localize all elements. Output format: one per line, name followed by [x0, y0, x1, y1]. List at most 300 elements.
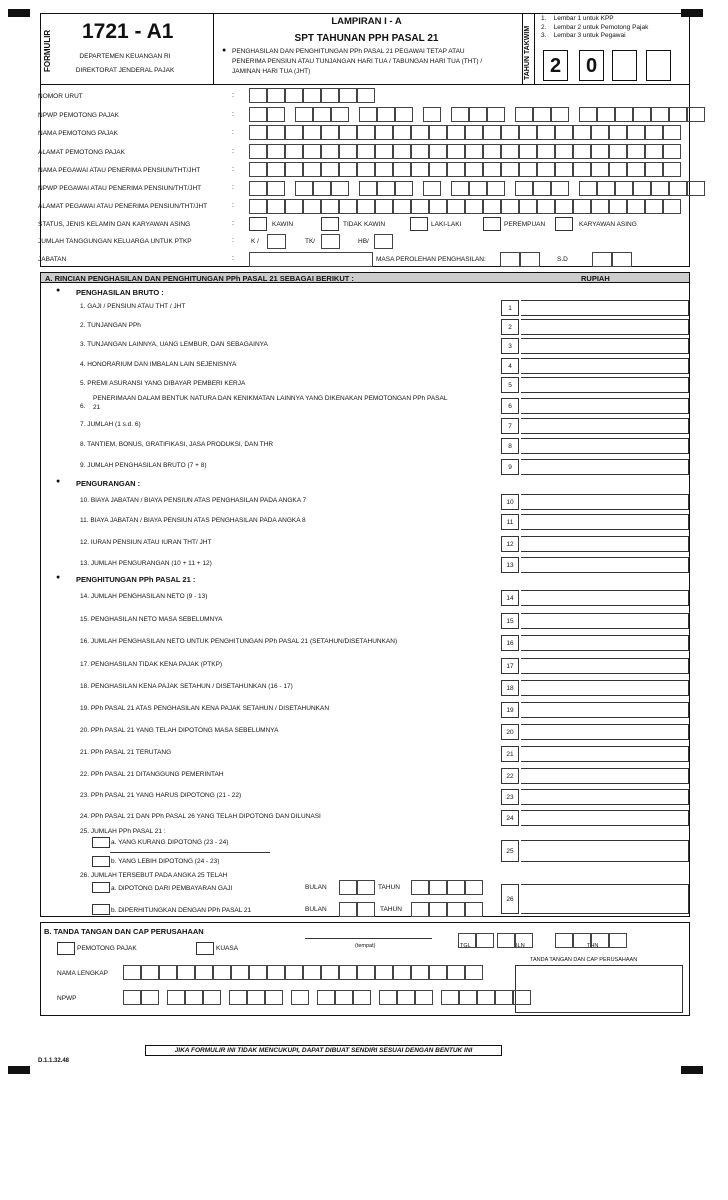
npwp-pemotong-cell-2[interactable]	[267, 107, 285, 122]
nomor-urut-cell-1[interactable]	[249, 88, 267, 103]
npwp-pemotong-cell-5[interactable]	[331, 107, 349, 122]
hb-input[interactable]	[374, 234, 393, 249]
nama-lengkap-cell-5[interactable]	[195, 965, 213, 980]
nama-pemotong-cell-16[interactable]	[519, 125, 537, 140]
npwp-pegawai-cell-12[interactable]	[487, 181, 505, 196]
nama-pegawai-cell-9[interactable]	[393, 162, 411, 177]
npwp-b-cell-9[interactable]	[291, 990, 309, 1005]
item-amount-14[interactable]	[521, 590, 689, 606]
npwp-b-cell-8[interactable]	[265, 990, 283, 1005]
bulan-a-2[interactable]	[357, 880, 375, 895]
perempuan-label: PEREMPUAN	[504, 221, 546, 228]
year-digit-3[interactable]	[612, 50, 637, 81]
thn-cell-2[interactable]	[573, 933, 591, 948]
item-amount-3[interactable]	[521, 338, 689, 354]
item-amount-19[interactable]	[521, 702, 689, 718]
npwp-b-cell-6[interactable]	[229, 990, 247, 1005]
kuasa-checkbox[interactable]	[196, 942, 214, 955]
nama-lengkap-cell-18[interactable]	[429, 965, 447, 980]
item-amount-17[interactable]	[521, 658, 689, 674]
alamat-pegawai-cell-2[interactable]	[267, 199, 285, 214]
nama-pegawai-cell-17[interactable]	[537, 162, 555, 177]
item-amount-9[interactable]	[521, 459, 689, 475]
npwp-pemotong-cell-4[interactable]	[313, 107, 331, 122]
item-label-15: 15. PENGHASILAN NETO MASA SEBELUMNYA	[80, 616, 223, 623]
item-amount-5[interactable]	[521, 377, 689, 393]
npwp-pemotong-cell-8[interactable]	[395, 107, 413, 122]
alamat-pemotong-cell-9[interactable]	[393, 144, 411, 159]
alamat-pemotong-cell-24[interactable]	[663, 144, 681, 159]
item-number-9: 9	[501, 459, 519, 475]
alamat-pemotong-cell-11[interactable]	[429, 144, 447, 159]
nama-pemotong-cell-13[interactable]	[465, 125, 483, 140]
nomor-urut-label: NOMOR URUT	[38, 93, 83, 100]
nama-lengkap-cell-3[interactable]	[159, 965, 177, 980]
tahun-a-1[interactable]	[411, 880, 429, 895]
alamat-pemotong-cell-3[interactable]	[285, 144, 303, 159]
nama-pemotong-cell-1[interactable]	[249, 125, 267, 140]
nama-pegawai-cell-24[interactable]	[663, 162, 681, 177]
item-amount-20[interactable]	[521, 724, 689, 740]
npwp-pemotong-cell-13[interactable]	[515, 107, 533, 122]
npwp-pegawai-cell-14[interactable]	[533, 181, 551, 196]
bulan-b-2[interactable]	[357, 902, 375, 917]
item-amount-13[interactable]	[521, 557, 689, 573]
npwp-b-cell-13[interactable]	[379, 990, 397, 1005]
npwp-b-cell-11[interactable]	[335, 990, 353, 1005]
alamat-pemotong-cell-14[interactable]	[483, 144, 501, 159]
nomor-urut-cell-7[interactable]	[357, 88, 375, 103]
nomor-urut-cell-3[interactable]	[285, 88, 303, 103]
npwp-pegawai-cell-5[interactable]	[331, 181, 349, 196]
formulir-label: FORMULIR	[43, 29, 52, 72]
alamat-pemotong-cell-8[interactable]	[375, 144, 393, 159]
npwp-pemotong-cell-18[interactable]	[615, 107, 633, 122]
item-amount-7[interactable]	[521, 418, 689, 434]
npwp-pegawai-cell-7[interactable]	[377, 181, 395, 196]
tahun-b-2[interactable]	[429, 902, 447, 917]
corner-mark	[681, 1066, 703, 1074]
item25b-checkbox[interactable]	[92, 856, 110, 867]
section-a-title: A. RINCIAN PENGHASILAN DAN PENGHITUNGAN PPh PASAL 21 SEBAGAI BERIKUT :	[45, 274, 354, 283]
nama-lengkap-cell-12[interactable]	[321, 965, 339, 980]
npwp-pegawai-cell-21[interactable]	[669, 181, 687, 196]
masa-start-1[interactable]	[500, 252, 520, 267]
signature-box[interactable]	[515, 965, 683, 1013]
npwp-b-cell-3[interactable]	[167, 990, 185, 1005]
nama-pegawai-cell-12[interactable]	[447, 162, 465, 177]
alamat-pegawai-cell-6[interactable]	[339, 199, 357, 214]
alamat-pegawai-cell-19[interactable]	[573, 199, 591, 214]
nomor-urut-cell-6[interactable]	[339, 88, 357, 103]
kuasa-label: KUASA	[216, 945, 239, 952]
item25a-checkbox[interactable]	[92, 837, 110, 848]
npwp-pegawai-cell-18[interactable]	[615, 181, 633, 196]
alamat-pemotong-cell-19[interactable]	[573, 144, 591, 159]
thn-cell-3[interactable]	[591, 933, 609, 948]
alamat-pemotong-cell-16[interactable]	[519, 144, 537, 159]
alamat-pemotong-cell-2[interactable]	[267, 144, 285, 159]
item-amount-6[interactable]	[521, 398, 689, 414]
npwp-pegawai-cell-22[interactable]	[687, 181, 705, 196]
item-number-10: 10	[501, 494, 519, 510]
item-amount-22[interactable]	[521, 768, 689, 784]
alamat-pemotong-cell-21[interactable]	[609, 144, 627, 159]
npwp-pemotong-cell-19[interactable]	[633, 107, 651, 122]
item-amount-12[interactable]	[521, 536, 689, 552]
dept-line1: DEPARTEMEN KEUANGAN RI	[79, 53, 171, 60]
npwp-pemotong-cell-20[interactable]	[651, 107, 669, 122]
alamat-pemotong-cell-22[interactable]	[627, 144, 645, 159]
pemotong-label: PEMOTONG PAJAK	[77, 945, 137, 952]
npwp-b-cell-12[interactable]	[353, 990, 371, 1005]
nama-pemotong-cell-21[interactable]	[609, 125, 627, 140]
npwp-b-cell-17[interactable]	[459, 990, 477, 1005]
item-amount-10[interactable]	[521, 494, 689, 510]
bulan-b-1[interactable]	[339, 902, 357, 917]
npwp-b-cell-15[interactable]	[415, 990, 433, 1005]
tahun-a-2[interactable]	[429, 880, 447, 895]
npwp-pegawai-cell-11[interactable]	[469, 181, 487, 196]
alamat-pemotong-cell-10[interactable]	[411, 144, 429, 159]
npwp-b-cell-7[interactable]	[247, 990, 265, 1005]
k-label: K /	[251, 238, 259, 245]
npwp-pemotong-cell-22[interactable]	[687, 107, 705, 122]
npwp-pemotong-cell-17[interactable]	[597, 107, 615, 122]
npwp-pemotong-cell-7[interactable]	[377, 107, 395, 122]
nama-pemotong-cell-11[interactable]	[429, 125, 447, 140]
npwp-pegawai-cell-4[interactable]	[313, 181, 331, 196]
tk-input[interactable]	[321, 234, 340, 249]
npwp-b-cell-20[interactable]	[513, 990, 531, 1005]
npwp-pegawai-cell-6[interactable]	[359, 181, 377, 196]
bullet-icon: ●	[56, 287, 61, 294]
npwp-pemotong-cell-9[interactable]	[423, 107, 441, 122]
item-amount-21[interactable]	[521, 746, 689, 762]
section-b-title: B. TANDA TANGAN DAN CAP PERUSAHAAN	[44, 927, 204, 936]
item-amount-4[interactable]	[521, 358, 689, 374]
nama-lengkap-cell-8[interactable]	[249, 965, 267, 980]
nama-lengkap-cell-16[interactable]	[393, 965, 411, 980]
nama-pegawai-cell-3[interactable]	[285, 162, 303, 177]
nama-pegawai-cell-7[interactable]	[357, 162, 375, 177]
npwp-b-cell-14[interactable]	[397, 990, 415, 1005]
alamat-pemotong-cell-15[interactable]	[501, 144, 519, 159]
tahun-a-4[interactable]	[465, 880, 483, 895]
jabatan-label: JABATAN	[38, 256, 67, 263]
alamat-pemotong-cell-5[interactable]	[321, 144, 339, 159]
item-label-1: 1. GAJI / PENSIUN ATAU THT / JHT	[80, 303, 186, 310]
npwp-b-cell-10[interactable]	[317, 990, 335, 1005]
npwp-pemotong-cell-10[interactable]	[451, 107, 469, 122]
alamat-pegawai-cell-4[interactable]	[303, 199, 321, 214]
item-amount-11[interactable]	[521, 514, 689, 530]
nama-pemotong-cell-18[interactable]	[555, 125, 573, 140]
npwp-pemotong-cell-6[interactable]	[359, 107, 377, 122]
alamat-pegawai-cell-1[interactable]	[249, 199, 267, 214]
nama-lengkap-cell-9[interactable]	[267, 965, 285, 980]
npwp-pemotong-cell-3[interactable]	[295, 107, 313, 122]
tahun-b-3[interactable]	[447, 902, 465, 917]
item-amount-25[interactable]	[521, 840, 689, 862]
item-label-6: PENERIMAAN DALAM BENTUK NATURA DAN KENIKMATAN LAINNYA YANG DIKENAKAN PEMOTONGAN PPh PASAL 21	[93, 395, 448, 411]
item-amount-26[interactable]	[521, 884, 689, 914]
alamat-pemotong-cell-7[interactable]	[357, 144, 375, 159]
nama-lengkap-cell-17[interactable]	[411, 965, 429, 980]
nama-pemotong-cell-20[interactable]	[591, 125, 609, 140]
bulan-label-a: BULAN	[305, 884, 327, 891]
item-number-11: 11	[501, 514, 519, 530]
nama-lengkap-cell-7[interactable]	[231, 965, 249, 980]
item-amount-23[interactable]	[521, 789, 689, 805]
npwp-pemotong-cell-1[interactable]	[249, 107, 267, 122]
alamat-pegawai-cell-10[interactable]	[411, 199, 429, 214]
nama-lengkap-cell-1[interactable]	[123, 965, 141, 980]
nama-pegawai-cell-21[interactable]	[609, 162, 627, 177]
masa-start-2[interactable]	[520, 252, 540, 267]
item-label-17: 17. PENGHASILAN TIDAK KENA PAJAK (PTKP)	[80, 661, 223, 668]
nama-pegawai-cell-18[interactable]	[555, 162, 573, 177]
nama-pegawai-cell-4[interactable]	[303, 162, 321, 177]
item-amount-1[interactable]	[521, 300, 689, 316]
npwp-b-cell-18[interactable]	[477, 990, 495, 1005]
laki-checkbox[interactable]	[410, 217, 428, 231]
alamat-pegawai-cell-11[interactable]	[429, 199, 447, 214]
npwp-pegawai-cell-19[interactable]	[633, 181, 651, 196]
nama-pemotong-cell-19[interactable]	[573, 125, 591, 140]
alamat-pegawai-cell-24[interactable]	[663, 199, 681, 214]
npwp-b-cell-5[interactable]	[203, 990, 221, 1005]
nama-pemotong-cell-2[interactable]	[267, 125, 285, 140]
alamat-pegawai-cell-3[interactable]	[285, 199, 303, 214]
bln-cell-1[interactable]	[497, 933, 515, 948]
alamat-pemotong-cell-23[interactable]	[645, 144, 663, 159]
item-number-21: 21	[501, 746, 519, 762]
pemotong-checkbox[interactable]	[57, 942, 75, 955]
npwp-pegawai-cell-3[interactable]	[295, 181, 313, 196]
tidak-kawin-checkbox[interactable]	[321, 217, 339, 231]
nama-pemotong-cell-14[interactable]	[483, 125, 501, 140]
year-digit-2: 0	[579, 50, 604, 81]
npwp-b-cell-2[interactable]	[141, 990, 159, 1005]
item-amount-15[interactable]	[521, 613, 689, 629]
thn-cell-1[interactable]	[555, 933, 573, 948]
item-amount-8[interactable]	[521, 438, 689, 454]
nama-lengkap-cell-10[interactable]	[285, 965, 303, 980]
item-number-20: 20	[501, 724, 519, 740]
nama-lengkap-cell-6[interactable]	[213, 965, 231, 980]
nama-pegawai-cell-11[interactable]	[429, 162, 447, 177]
nama-pegawai-cell-20[interactable]	[591, 162, 609, 177]
nama-pemotong-cell-17[interactable]	[537, 125, 555, 140]
nama-lengkap-cell-19[interactable]	[447, 965, 465, 980]
k-input[interactable]	[267, 234, 286, 249]
tgl-cell-1[interactable]	[458, 933, 476, 948]
npwp-pemotong-cell-11[interactable]	[469, 107, 487, 122]
alamat-pegawai-cell-22[interactable]	[627, 199, 645, 214]
nomor-urut-cell-5[interactable]	[321, 88, 339, 103]
npwp-pegawai-cell-9[interactable]	[423, 181, 441, 196]
item26b-checkbox[interactable]	[92, 904, 110, 915]
alamat-pegawai-cell-21[interactable]	[609, 199, 627, 214]
nomor-urut-cell-2[interactable]	[267, 88, 285, 103]
alamat-pegawai-cell-13[interactable]	[465, 199, 483, 214]
karyawan-asing-checkbox[interactable]	[555, 217, 573, 231]
alamat-pegawai-cell-18[interactable]	[555, 199, 573, 214]
nama-lengkap-cell-14[interactable]	[357, 965, 375, 980]
alamat-pemotong-cell-6[interactable]	[339, 144, 357, 159]
nomor-urut-cell-4[interactable]	[303, 88, 321, 103]
npwp-pegawai-cell-20[interactable]	[651, 181, 669, 196]
kawin-checkbox[interactable]	[249, 217, 267, 231]
nama-lengkap-cell-4[interactable]	[177, 965, 195, 980]
item-label-4: 4. HONORARIUM DAN IMBALAN LAIN SEJENISNYA	[80, 361, 237, 368]
nama-pegawai-cell-15[interactable]	[501, 162, 519, 177]
year-digit-4[interactable]	[646, 50, 671, 81]
hb-label: HB/	[358, 238, 369, 245]
tempat-input[interactable]	[305, 938, 432, 939]
tahun-b-4[interactable]	[465, 902, 483, 917]
nama-pemotong-cell-7[interactable]	[357, 125, 375, 140]
tahun-a-3[interactable]	[447, 880, 465, 895]
npwp-pegawai-cell-1[interactable]	[249, 181, 267, 196]
tahun-b-1[interactable]	[411, 902, 429, 917]
bulan-a-1[interactable]	[339, 880, 357, 895]
nama-pegawai-cell-10[interactable]	[411, 162, 429, 177]
item-amount-24[interactable]	[521, 810, 689, 826]
nama-pegawai-cell-22[interactable]	[627, 162, 645, 177]
nama-pegawai-cell-2[interactable]	[267, 162, 285, 177]
nama-pemotong-cell-6[interactable]	[339, 125, 357, 140]
alamat-pegawai-cell-9[interactable]	[393, 199, 411, 214]
npwp-b-cell-19[interactable]	[495, 990, 513, 1005]
item-number-24: 24	[501, 810, 519, 826]
nama-pemotong-cell-10[interactable]	[411, 125, 429, 140]
npwp-b-cell-16[interactable]	[441, 990, 459, 1005]
npwp-pegawai-cell-2[interactable]	[267, 181, 285, 196]
masa-end-2[interactable]	[612, 252, 632, 267]
nama-lengkap-cell-13[interactable]	[339, 965, 357, 980]
npwp-pemotong-cell-14[interactable]	[533, 107, 551, 122]
jabatan-input[interactable]	[249, 252, 373, 267]
alamat-pegawai-cell-15[interactable]	[501, 199, 519, 214]
masa-end-1[interactable]	[592, 252, 612, 267]
alamat-pegawai-cell-23[interactable]	[645, 199, 663, 214]
npwp-pegawai-cell-10[interactable]	[451, 181, 469, 196]
alamat-pegawai-cell-20[interactable]	[591, 199, 609, 214]
npwp-pegawai-cell-16[interactable]	[579, 181, 597, 196]
form-code: D.1.1.32.48	[38, 1058, 70, 1064]
nama-lengkap-cell-20[interactable]	[465, 965, 483, 980]
tahun-label-a: TAHUN	[378, 884, 400, 891]
nama-pegawai-cell-13[interactable]	[465, 162, 483, 177]
ttd-label: TANDA TANGAN DAN CAP PERUSAHAAN	[530, 957, 638, 963]
thn-label: THN	[587, 943, 599, 949]
alamat-pegawai-cell-12[interactable]	[447, 199, 465, 214]
item-amount-16[interactable]	[521, 635, 689, 651]
nama-pemotong-cell-9[interactable]	[393, 125, 411, 140]
npwp-pegawai-cell-8[interactable]	[395, 181, 413, 196]
alamat-pegawai-cell-7[interactable]	[357, 199, 375, 214]
nama-pegawai-cell-8[interactable]	[375, 162, 393, 177]
npwp-pegawai-cell-15[interactable]	[551, 181, 569, 196]
bln-cell-2[interactable]	[515, 933, 533, 948]
alamat-pegawai-cell-5[interactable]	[321, 199, 339, 214]
item26a-checkbox[interactable]	[92, 882, 110, 893]
alamat-pemotong-cell-4[interactable]	[303, 144, 321, 159]
item6-number: 6.	[80, 403, 86, 410]
item-number-25: 25	[501, 840, 519, 862]
item-amount-18[interactable]	[521, 680, 689, 696]
thn-cell-4[interactable]	[609, 933, 627, 948]
npwp-pegawai-label: NPWP PEGAWAI ATAU PENERIMA PENSIUN/THT/JHT	[38, 185, 202, 192]
alamat-pemotong-cell-12[interactable]	[447, 144, 465, 159]
nama-pemotong-cell-12[interactable]	[447, 125, 465, 140]
alamat-pemotong-label: ALAMAT PEMOTONG PAJAK	[38, 149, 125, 156]
alamat-pegawai-cell-14[interactable]	[483, 199, 501, 214]
alamat-pegawai-cell-17[interactable]	[537, 199, 555, 214]
npwp-b-cell-4[interactable]	[185, 990, 203, 1005]
nama-lengkap-cell-2[interactable]	[141, 965, 159, 980]
alamat-pemotong-cell-20[interactable]	[591, 144, 609, 159]
nama-pegawai-cell-23[interactable]	[645, 162, 663, 177]
tgl-label: TGL	[460, 943, 471, 949]
lembar-list: 1. Lembar 1 untuk KPP 2. Lembar 2 untuk Pemotong Pajak 3. Lembar 3 untuk Pegawai	[541, 15, 649, 39]
nama-lengkap-cell-15[interactable]	[375, 965, 393, 980]
nama-pemotong-cell-24[interactable]	[663, 125, 681, 140]
nama-pemotong-cell-5[interactable]	[321, 125, 339, 140]
nama-pegawai-cell-1[interactable]	[249, 162, 267, 177]
npwp-pegawai-cell-17[interactable]	[597, 181, 615, 196]
nama-pemotong-cell-3[interactable]	[285, 125, 303, 140]
item26b-label: b. DIPERHITUNGKAN DENGAN PPh PASAL 21	[111, 907, 252, 914]
alamat-pemotong-cell-18[interactable]	[555, 144, 573, 159]
nama-pegawai-cell-6[interactable]	[339, 162, 357, 177]
npwp-pemotong-cell-15[interactable]	[551, 107, 569, 122]
npwp-b-cell-1[interactable]	[123, 990, 141, 1005]
nama-pemotong-cell-23[interactable]	[645, 125, 663, 140]
item-amount-2[interactable]	[521, 319, 689, 335]
nama-pegawai-cell-14[interactable]	[483, 162, 501, 177]
item-label-14: 14. JUMLAH PENGHASILAN NETO (9 - 13)	[80, 593, 208, 600]
npwp-pemotong-cell-12[interactable]	[487, 107, 505, 122]
alamat-pemotong-cell-17[interactable]	[537, 144, 555, 159]
npwp-pemotong-cell-21[interactable]	[669, 107, 687, 122]
nama-pegawai-cell-5[interactable]	[321, 162, 339, 177]
alamat-pegawai-cell-8[interactable]	[375, 199, 393, 214]
nama-pegawai-cell-16[interactable]	[519, 162, 537, 177]
perempuan-checkbox[interactable]	[483, 217, 501, 231]
nama-pemotong-cell-8[interactable]	[375, 125, 393, 140]
nama-pemotong-cell-15[interactable]	[501, 125, 519, 140]
item-label-10: 10. BIAYA JABATAN / BIAYA PENSIUN ATAS PENGHASILAN PADA ANGKA 7	[80, 497, 307, 504]
alamat-pegawai-cell-16[interactable]	[519, 199, 537, 214]
tahun-label-b: TAHUN	[380, 906, 402, 913]
nama-lengkap-cell-11[interactable]	[303, 965, 321, 980]
nama-pemotong-cell-4[interactable]	[303, 125, 321, 140]
alamat-pemotong-cell-13[interactable]	[465, 144, 483, 159]
npwp-pegawai-cell-13[interactable]	[515, 181, 533, 196]
tgl-cell-2[interactable]	[476, 933, 494, 948]
npwp-pemotong-cell-16[interactable]	[579, 107, 597, 122]
item-number-5: 5	[501, 377, 519, 393]
item-label-24: 24. PPh PASAL 21 DAN PPh PASAL 26 YANG TELAH DIPOTONG DAN DILUNASI	[80, 813, 321, 820]
alamat-pemotong-cell-1[interactable]	[249, 144, 267, 159]
nama-pegawai-cell-19[interactable]	[573, 162, 591, 177]
item-label-5: 5. PREMI ASURANSI YANG DIBAYAR PEMBERI KERJA	[80, 380, 246, 387]
item-number-6: 6	[501, 398, 519, 414]
nama-pemotong-cell-22[interactable]	[627, 125, 645, 140]
